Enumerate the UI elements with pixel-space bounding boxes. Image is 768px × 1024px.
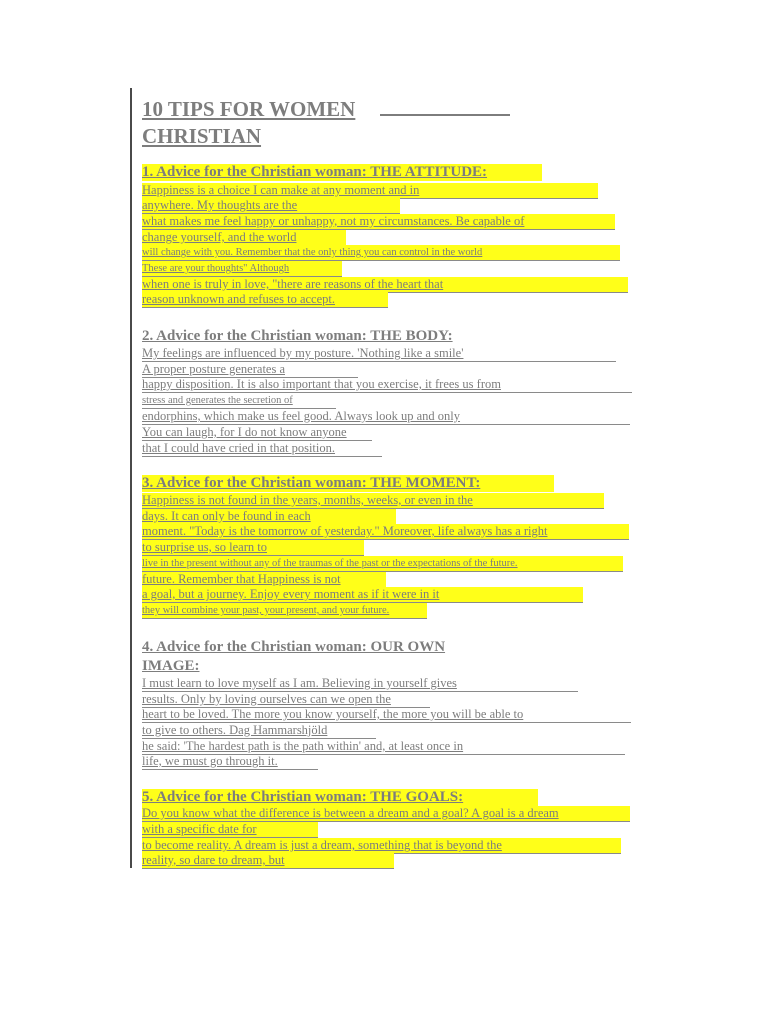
section-1-line: anywhere. My thoughts are the <box>142 198 400 214</box>
section-3-heading: 3. Advice for the Christian woman: THE MOMENT: <box>142 475 554 492</box>
title-underline-rule <box>380 114 510 116</box>
document-title-line1: 10 TIPS FOR WOMEN <box>142 97 356 121</box>
section-1-line: reason unknown and refuses to accept. <box>142 292 388 308</box>
section-4-line: results. Only by loving ourselves can we open the <box>142 692 430 708</box>
document-title-line2: CHRISTIAN <box>142 124 262 148</box>
section-5-line: with a specific date for <box>142 822 318 838</box>
section-1-line: Happiness is a choice I can make at any moment and in <box>142 183 598 199</box>
section-2-line: endorphins, which make us feel good. Always look up and only <box>142 409 630 425</box>
section-2-line: happy disposition. It is also important that you exercise, it frees us from <box>142 377 632 393</box>
section-4-line: life, we must go through it. <box>142 754 318 770</box>
section-2-heading: 2. Advice for the Christian woman: THE BODY: <box>142 328 453 344</box>
section-2-line: stress and generates the secretion of <box>142 393 336 409</box>
section-5-line: reality, so dare to dream, but <box>142 853 394 869</box>
page-left-border <box>130 88 132 868</box>
section-3-line: days. It can only be found in each <box>142 509 396 525</box>
section-3-line: future. Remember that Happiness is not <box>142 572 386 588</box>
section-4-line: to give to others. Dag Hammarshjöld <box>142 723 376 739</box>
section-1-line: change yourself, and the world <box>142 230 346 246</box>
section-4-heading-line1: 4. Advice for the Christian woman: OUR OWN <box>142 639 446 655</box>
section-3-line: moment. "Today is the tomorrow of yesterday." Moreover, life always has a right <box>142 524 629 540</box>
section-4-line: heart to be loved. The more you know yourself, the more you will be able to <box>142 707 631 723</box>
section-3-line: to surprise us, so learn to <box>142 540 364 556</box>
section-5-heading: 5. Advice for the Christian woman: THE GOALS: <box>142 789 538 806</box>
section-2-line: My feelings are influenced by my posture. 'Nothing like a smile' <box>142 346 616 362</box>
section-4-line: I must learn to love myself as I am. Believing in yourself gives <box>142 676 578 692</box>
section-4-line: he said: 'The hardest path is the path within' and, at least once in <box>142 739 625 755</box>
section-2-line: A proper posture generates a <box>142 362 358 378</box>
section-3-line: they will combine your past, your present, and your future. <box>142 603 427 619</box>
section-1-line: what makes me feel happy or unhappy, not my circumstances. Be capable of <box>142 214 615 230</box>
section-2-line: that I could have cried in that position. <box>142 441 382 457</box>
section-4-heading-line2: IMAGE: <box>142 658 200 674</box>
section-1-heading: 1. Advice for the Christian woman: THE ATTITUDE: <box>142 164 542 181</box>
section-5-line: Do you know what the difference is between a dream and a goal? A goal is a dream <box>142 806 630 822</box>
section-1-line: These are your thoughts" Although <box>142 261 342 277</box>
section-3-line: Happiness is not found in the years, months, weeks, or even in the <box>142 493 604 509</box>
section-3-line: a goal, but a journey. Enjoy every moment as if it were in it <box>142 587 583 603</box>
section-3-line: live in the present without any of the traumas of the past or the expectations of the future. <box>142 556 623 572</box>
section-2-line: You can laugh, for I do not know anyone <box>142 425 372 441</box>
section-5-line: to become reality. A dream is just a dream, something that is beyond the <box>142 838 621 854</box>
section-1-line: will change with you. Remember that the only thing you can control in the world <box>142 245 620 261</box>
section-1-line: when one is truly in love, "there are reasons of the heart that <box>142 277 628 293</box>
